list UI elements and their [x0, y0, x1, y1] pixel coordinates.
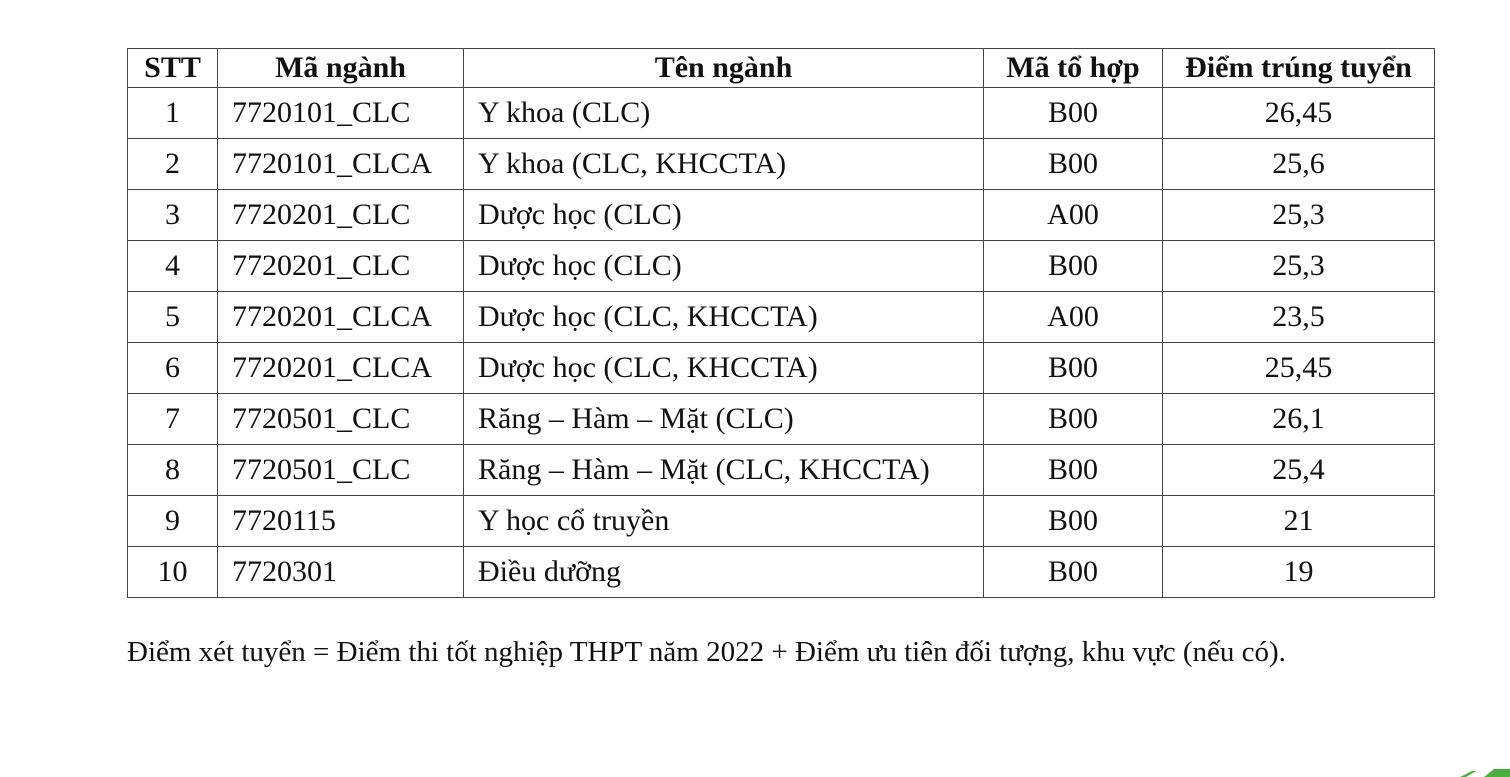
header-diem-trung-tuyen: Điểm trúng tuyển	[1163, 49, 1435, 88]
cell-stt: 3	[128, 190, 218, 241]
cell-ma-nganh: 7720115	[218, 496, 464, 547]
header-ten-nganh: Tên ngành	[464, 49, 984, 88]
cell-stt: 10	[128, 547, 218, 598]
cell-ten-nganh: Dược học (CLC)	[464, 190, 984, 241]
cell-ma-to-hop: B00	[984, 496, 1163, 547]
cell-ten-nganh: Dược học (CLC)	[464, 241, 984, 292]
cell-stt: 4	[128, 241, 218, 292]
logo-fragment-icon	[1450, 767, 1510, 777]
formula-note: Điểm xét tuyển = Điểm thi tốt nghiệp THPT năm 2022 + Điểm ưu tiên đối tượng, khu vực (nếu có).	[127, 636, 1286, 668]
cell-stt: 6	[128, 343, 218, 394]
cell-ten-nganh: Dược học (CLC, KHCCTA)	[464, 343, 984, 394]
table-row	[128, 547, 1435, 598]
cell-stt: 8	[128, 445, 218, 496]
cell-ma-to-hop: B00	[984, 139, 1163, 190]
header-ma-to-hop: Mã tổ hợp	[984, 49, 1163, 88]
cell-ma-nganh: 7720201_CLCA	[218, 292, 464, 343]
cell-stt: 5	[128, 292, 218, 343]
cell-ma-to-hop: B00	[984, 241, 1163, 292]
cell-ma-nganh: 7720201_CLC	[218, 190, 464, 241]
table-row	[128, 292, 1435, 343]
cell-ma-nganh: 7720301	[218, 547, 464, 598]
table-row	[128, 343, 1435, 394]
cell-ten-nganh: Y khoa (CLC)	[464, 88, 984, 139]
cell-ten-nganh: Dược học (CLC, KHCCTA)	[464, 292, 984, 343]
cell-ma-to-hop: B00	[984, 445, 1163, 496]
cell-ma-to-hop: B00	[984, 394, 1163, 445]
cell-stt: 2	[128, 139, 218, 190]
cell-ma-to-hop: A00	[984, 190, 1163, 241]
cell-ma-to-hop: A00	[984, 292, 1163, 343]
header-stt: STT	[128, 49, 218, 88]
cell-ma-to-hop: B00	[984, 88, 1163, 139]
cell-ma-nganh: 7720501_CLC	[218, 394, 464, 445]
cell-diem: 21	[1163, 496, 1435, 547]
cell-stt: 7	[128, 394, 218, 445]
cell-diem: 25,3	[1163, 241, 1435, 292]
table-row	[128, 394, 1435, 445]
cell-ten-nganh: Răng – Hàm – Mặt (CLC, KHCCTA)	[464, 445, 984, 496]
cell-ma-nganh: 7720201_CLCA	[218, 343, 464, 394]
cell-diem: 25,4	[1163, 445, 1435, 496]
table-row	[128, 445, 1435, 496]
table-row	[128, 496, 1435, 547]
cell-ma-nganh: 7720101_CLCA	[218, 139, 464, 190]
cell-ma-nganh: 7720501_CLC	[218, 445, 464, 496]
table-header-row	[128, 49, 1435, 88]
cell-diem: 23,5	[1163, 292, 1435, 343]
cell-diem: 25,6	[1163, 139, 1435, 190]
cell-ten-nganh: Răng – Hàm – Mặt (CLC)	[464, 394, 984, 445]
cell-ten-nganh: Y khoa (CLC, KHCCTA)	[464, 139, 984, 190]
cell-ten-nganh: Y học cổ truyền	[464, 496, 984, 547]
cell-diem: 25,3	[1163, 190, 1435, 241]
header-ma-nganh: Mã ngành	[218, 49, 464, 88]
cell-diem: 25,45	[1163, 343, 1435, 394]
cell-ma-nganh: 7720201_CLC	[218, 241, 464, 292]
table-row	[128, 139, 1435, 190]
table-row	[128, 190, 1435, 241]
table-row	[128, 88, 1435, 139]
cell-stt: 1	[128, 88, 218, 139]
cell-ma-to-hop: B00	[984, 343, 1163, 394]
cell-diem: 26,45	[1163, 88, 1435, 139]
cell-stt: 9	[128, 496, 218, 547]
cell-ma-nganh: 7720101_CLC	[218, 88, 464, 139]
cell-diem: 19	[1163, 547, 1435, 598]
table-row	[128, 241, 1435, 292]
cell-diem: 26,1	[1163, 394, 1435, 445]
cell-ma-to-hop: B00	[984, 547, 1163, 598]
cell-ten-nganh: Điều dưỡng	[464, 547, 984, 598]
admission-scores-table	[127, 48, 1435, 598]
